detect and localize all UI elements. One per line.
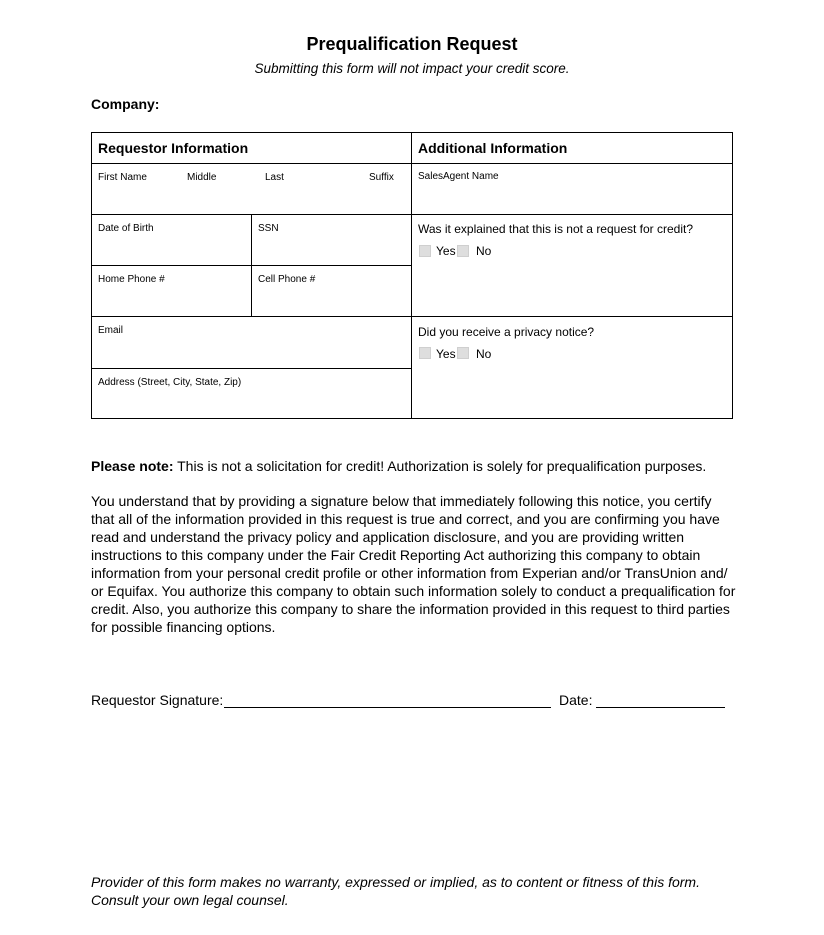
authorization-paragraph: You understand that by providing a signature below that immediately following this notice, you certify that all of the information provided in this request is true and correct, and you are confirming you have read and understand the privacy policy and application disclosure, and you are providing written instructions to this company under the Fair Credit Reporting Act authorizing this company to obtain information from your personal credit profile or other information from Experian and/or TransUnion and/ or Equifax. You authorize this company to obtain such information solely to conduct a prequalification for credit. Also, you authorize this company to share the information provided in this request to third parties for possible financing options. xyxy=(91,493,736,635)
ssn-field[interactable]: SSN xyxy=(258,223,279,234)
company-label: Company: xyxy=(91,96,160,112)
q2-no-label: No xyxy=(476,347,492,361)
address-field[interactable]: Address (Street, City, State, Zip) xyxy=(98,377,242,388)
q2-no-checkbox[interactable] xyxy=(457,347,469,359)
q1-no-label: No xyxy=(476,244,492,258)
privacy-notice-question: Did you receive a privacy notice? xyxy=(418,325,595,339)
credit-explained-question: Was it explained that this is not a request for credit? xyxy=(418,222,694,236)
q1-yes-label: Yes xyxy=(436,244,456,258)
date-line[interactable] xyxy=(596,707,725,708)
row-divider xyxy=(411,316,733,317)
q2-yes-checkbox[interactable] xyxy=(419,347,431,359)
last-name-field[interactable]: Last xyxy=(265,172,284,183)
signature-line[interactable] xyxy=(224,707,551,708)
column-divider xyxy=(411,132,412,419)
home-phone-field[interactable]: Home Phone # xyxy=(98,274,165,285)
please-note-text: This is not a solicitation for credit! Authorization is solely for prequalification purposes. xyxy=(173,458,707,474)
row-divider xyxy=(91,316,412,317)
form-subtitle: Submitting this form will not impact your credit score. xyxy=(254,61,570,76)
legal-disclaimer: Provider of this form makes no warranty, expressed or implied, as to content or fitness of this form. Consult your own legal counsel. xyxy=(91,874,700,908)
sales-agent-field[interactable]: SalesAgent Name xyxy=(418,171,499,182)
row-divider xyxy=(91,163,733,164)
q1-yes-checkbox[interactable] xyxy=(419,245,431,257)
additional-heading: Additional Information xyxy=(418,140,568,156)
form-title: Prequalification Request xyxy=(306,34,518,54)
first-name-field[interactable]: First Name xyxy=(98,172,147,183)
cell-divider xyxy=(251,214,252,316)
please-note-label: Please note: xyxy=(91,458,174,474)
row-divider xyxy=(411,214,733,215)
requestor-heading: Requestor Information xyxy=(98,140,249,156)
signature-label: Requestor Signature: xyxy=(91,692,224,708)
q1-no-checkbox[interactable] xyxy=(457,245,469,257)
cell-phone-field[interactable]: Cell Phone # xyxy=(258,274,316,285)
please-note xyxy=(91,457,736,475)
middle-name-field[interactable]: Middle xyxy=(187,172,217,183)
q2-yes-label: Yes xyxy=(436,347,456,361)
dob-field[interactable]: Date of Birth xyxy=(98,223,154,234)
date-label: Date: xyxy=(559,692,593,708)
email-field[interactable]: Email xyxy=(98,325,124,336)
row-divider xyxy=(91,368,412,369)
suffix-field[interactable]: Suffix xyxy=(369,172,394,183)
